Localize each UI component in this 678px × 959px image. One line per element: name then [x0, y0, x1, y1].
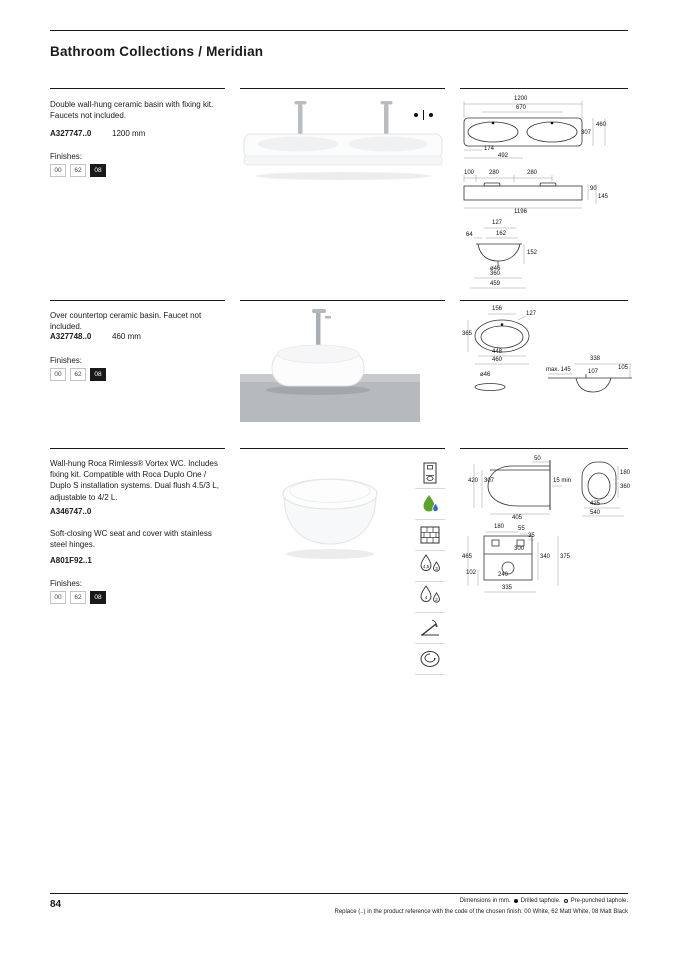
product-reference: A801F92..1	[50, 556, 92, 565]
finish-chip: 08	[90, 591, 106, 604]
dual-flush-low-icon	[415, 582, 445, 613]
finishes-label: Finishes:	[50, 579, 83, 588]
section-divider	[240, 448, 445, 449]
dim-label: 90	[590, 186, 597, 192]
page-number: 84	[50, 899, 62, 910]
section-divider	[460, 300, 628, 301]
basin-side-view-drawing	[466, 220, 546, 292]
dim-label: 420	[468, 478, 479, 484]
installation-frame-icon	[415, 458, 445, 489]
dim-label: ø46	[490, 266, 501, 272]
dim-label: 180	[494, 524, 505, 530]
dim-label: 152	[527, 250, 538, 256]
dim-label: 102	[466, 570, 477, 576]
section-divider	[50, 448, 225, 449]
eco-flush-icon	[415, 489, 445, 520]
basin2-hole-lines	[468, 372, 512, 394]
basin-front-view-lines	[462, 170, 612, 216]
dim-label: ø46	[480, 372, 491, 378]
dim-label: 460	[492, 357, 503, 363]
finish-replace-note: Replace (..) in the product reference with the code of the chosen finish: 00 White, 62 Matt White, 08 Matt Black	[334, 909, 628, 915]
finish-chip: 00	[50, 591, 66, 604]
section-divider	[50, 88, 225, 89]
dim-label: 280	[527, 170, 538, 176]
dim-label: max. 145	[546, 367, 571, 373]
page-title: Bathroom Collections / Meridian	[50, 44, 264, 59]
dim-label: 107	[588, 369, 599, 375]
dim-label: 340	[540, 554, 551, 560]
countertop-basin-image	[240, 298, 445, 428]
dim-label: 365	[462, 331, 473, 337]
section-divider	[460, 448, 628, 449]
taphole-divider	[423, 110, 424, 120]
wall-hung-icon	[415, 520, 445, 551]
flush-volume-label: 4	[424, 595, 428, 600]
wall-hung-wc-photo	[268, 452, 398, 572]
product-reference: A327747..0	[50, 129, 92, 138]
product-description: Wall-hung Roca Rimless® Vortex WC. Includes fixing kit. Compatible with Roca Duplo One / Duplo S installation systems. Dual flush 4.5/3 L, adjustable to 4/2 L.	[50, 459, 219, 502]
dim-label: 360	[620, 484, 631, 490]
soft-close-icon	[415, 613, 445, 644]
section-divider	[50, 300, 225, 301]
taphole-dot-icon	[414, 113, 418, 117]
wc-installation-drawing	[462, 524, 587, 596]
flush-volume-label: 2	[435, 597, 438, 603]
dim-label: 375	[560, 554, 571, 560]
product-reference: A327748..0	[50, 332, 92, 341]
dim-label: 307	[484, 478, 495, 484]
finish-chip: 00	[50, 368, 66, 381]
finish-chips	[50, 591, 106, 604]
basin-top-view-drawing	[462, 96, 612, 164]
dim-label: 180	[620, 470, 631, 476]
dim-label: 460	[596, 122, 607, 128]
basin2-top-view-drawing	[462, 306, 542, 370]
wc-installation-lines	[462, 524, 587, 596]
prepunched-note: Pre-punched taphole.	[570, 898, 628, 904]
dim-label: 448	[492, 349, 503, 355]
rimless-icon	[415, 644, 445, 675]
product-reference: A346747..0	[50, 507, 92, 516]
dim-label: 240	[498, 572, 509, 578]
taphole-dot-icon	[429, 113, 433, 117]
drilled-note: Drilled taphole.	[520, 898, 561, 904]
product-reference-row	[50, 332, 141, 341]
dim-label: 156	[492, 306, 503, 312]
dim-label: 280	[489, 170, 500, 176]
finish-chip: 00	[50, 164, 66, 177]
double-basin-image	[238, 94, 448, 190]
product-description: Double wall-hung ceramic basin with fixing kit. Faucets not included.	[50, 100, 214, 121]
dim-label: 1200	[514, 96, 528, 102]
dual-flush-high-icon	[415, 551, 445, 582]
prepunched-taphole-icon	[564, 899, 568, 903]
dim-label: 540	[590, 510, 601, 516]
wc-side-view-lines	[468, 456, 573, 522]
finish-chip: 08	[90, 164, 106, 177]
finishes-label: Finishes:	[50, 356, 83, 365]
basin2-side-view-lines	[546, 356, 634, 400]
basin2-hole-drawing	[468, 372, 512, 394]
product-reference-row	[50, 556, 112, 565]
dim-label: 465	[462, 554, 473, 560]
wc-top-view-drawing	[576, 456, 634, 522]
footer-rule	[50, 893, 628, 894]
dim-label: 50	[534, 456, 541, 462]
dim-label: 360	[490, 271, 501, 277]
dim-label: 300	[514, 546, 525, 552]
dim-label: 127	[526, 311, 537, 317]
section-divider	[460, 88, 628, 89]
dim-label: 307	[581, 130, 592, 136]
section-divider	[240, 88, 445, 89]
dim-label: 425	[590, 501, 601, 507]
dim-label: 55	[518, 526, 525, 532]
dim-label: 105	[618, 365, 629, 371]
dimensions-note: Dimensions in mm.	[459, 898, 511, 904]
product-description: Over countertop ceramic basin. Faucet not included.	[50, 311, 202, 332]
dim-label: 459	[490, 281, 501, 287]
dim-label: 1196	[514, 209, 527, 215]
basin-front-view-drawing	[462, 170, 612, 216]
dim-label: 127	[492, 220, 503, 226]
drilled-taphole-icon	[514, 899, 518, 903]
dim-label: 174	[484, 146, 495, 152]
finish-chip: 62	[70, 368, 86, 381]
footer-legend	[460, 898, 628, 904]
dim-label: 405	[512, 515, 523, 521]
finish-chip: 08	[90, 368, 106, 381]
dim-label: 64	[466, 232, 473, 238]
finish-chip: 62	[70, 164, 86, 177]
product-description: Soft-closing WC seat and cover with stainless steel hinges.	[50, 529, 212, 550]
flush-volume-label: 3	[435, 566, 438, 572]
product-reference-row	[50, 507, 112, 516]
feature-icon-column	[415, 458, 445, 675]
product-size: 460 mm	[112, 332, 141, 341]
dim-label: 335	[502, 585, 513, 591]
dim-label: 15 min	[553, 478, 572, 484]
finish-chips	[50, 368, 106, 381]
finishes-label: Finishes:	[50, 152, 83, 161]
countertop-basin-photo	[240, 298, 445, 433]
dim-label: 670	[516, 105, 527, 111]
dim-label: 145	[598, 194, 609, 200]
finish-chips	[50, 164, 106, 177]
top-rule	[50, 30, 628, 31]
dim-label: 338	[590, 356, 601, 362]
dim-label: 35	[528, 533, 535, 539]
wc-side-view-drawing	[468, 456, 573, 522]
double-taphole-icon	[414, 110, 433, 120]
wall-hung-wc-image	[268, 452, 398, 567]
dim-label: 162	[496, 231, 507, 237]
dim-label: 492	[498, 153, 509, 159]
flush-volume-label: 4,5	[422, 564, 430, 569]
dim-label: 100	[464, 170, 475, 176]
product-size: 1200 mm	[112, 129, 146, 138]
finish-chip: 62	[70, 591, 86, 604]
basin2-side-view-drawing	[546, 356, 634, 400]
product-reference-row	[50, 129, 145, 138]
